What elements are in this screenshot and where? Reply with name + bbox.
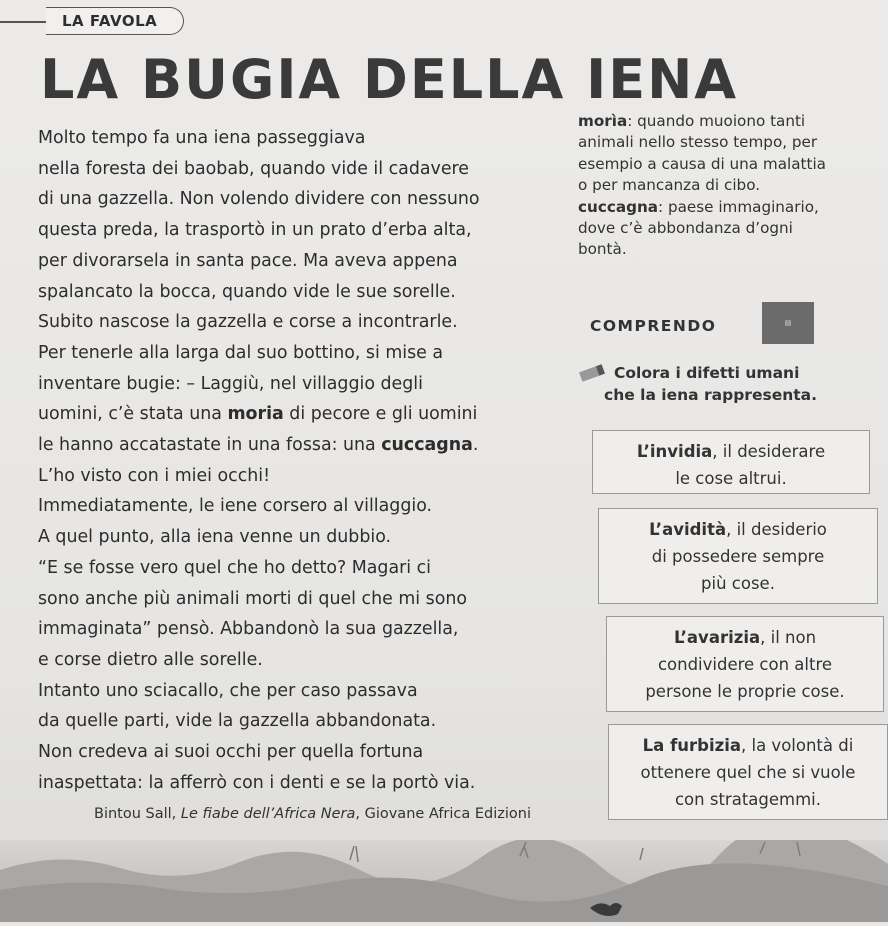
option-avidita[interactable]: L’avidità, il desiderio di possedere sempre più cose. xyxy=(598,508,878,604)
tag-rule xyxy=(0,21,46,23)
story-line: Molto tempo fa una iena passeggiava xyxy=(38,128,366,148)
option-invidia[interactable]: L’invidia, il desiderare le cose altrui. xyxy=(592,430,870,494)
savanna-illustration xyxy=(0,840,888,922)
story-line: Non credeva ai suoi occhi per quella fortuna xyxy=(38,742,424,763)
story-line: nella foresta dei baobab, quando vide il cadavere xyxy=(38,158,469,179)
pencil-icon xyxy=(579,364,605,382)
story-line: “E se fosse vero quel che ho detto? Magari ci xyxy=(38,557,432,578)
comprendo-heading: COMPRENDO xyxy=(590,317,717,335)
section-tag: LA FAVOLA xyxy=(46,7,184,35)
option-furbizia[interactable]: La furbizia, la volontà di ottenere quel che si vuole con stratagemmi. xyxy=(608,724,888,820)
story-line: A quel punto, alla iena venne un dubbio. xyxy=(38,527,392,548)
story-line: inventare bugie: – Laggiù, nel villaggio degli xyxy=(38,373,423,394)
story-line: spalancato la bocca, quando vide le sue sorelle. xyxy=(38,281,456,302)
page-title: LA BUGIA DELLA IENA xyxy=(40,48,739,111)
book-title: Le fiabe dell’Africa Nera xyxy=(180,806,356,822)
grass-icon xyxy=(0,840,888,922)
glossary-line: bontà. xyxy=(578,240,627,259)
story-line: L’ho visto con i miei occhi! xyxy=(38,465,271,486)
glossary-line: o per mancanza di cibo. xyxy=(578,176,761,195)
story-line: immaginata” pensò. Abbandonò la sua gazzella, xyxy=(38,619,459,640)
source-citation: Bintou Sall, Le fiabe dell’Africa Nera, Giovane Africa Edizioni xyxy=(94,806,532,822)
story-line: e corse dietro alle sorelle. xyxy=(38,649,263,670)
story-line: di una gazzella. Non volendo dividere con nessuno xyxy=(38,189,480,210)
option-avarizia[interactable]: L’avarizia, il non condividere con altre persone le proprie cose. xyxy=(606,616,884,712)
story-line: per divorarsela in santa pace. Ma aveva appena xyxy=(38,250,458,271)
glossary-line: cuccagna: paese immaginario, xyxy=(578,197,819,216)
glossary xyxy=(578,111,878,261)
glossary-line: morìa: quando muoiono tanti xyxy=(578,112,806,130)
story-text xyxy=(38,123,568,798)
book-badge-icon: ▤ xyxy=(762,302,814,344)
story-line: uomini, c’è stata una moria di pecore e gli uomini xyxy=(38,404,478,425)
story-line: Immediatamente, le iene corsero al villaggio. xyxy=(38,496,433,517)
story-line: sono anche più animali morti di quel che mi sono xyxy=(38,588,468,609)
story-line: inaspettata: la afferrò con i denti e se la portò via. xyxy=(38,772,476,793)
glossary-line: animali nello stesso tempo, per xyxy=(578,133,818,152)
story-line: Intanto uno sciacallo, che per caso passava xyxy=(38,680,418,701)
exercise-instruction: Colora i difetti umani che la iena rappresenta. xyxy=(580,362,817,406)
story-line: le hanno accatastate in una fossa: una cuccagna. xyxy=(38,435,479,456)
story-line: Per tenerle alla larga dal suo bottino, si mise a xyxy=(38,342,444,363)
glossary-line: esempio a causa di una malattia xyxy=(578,154,826,173)
keyword-moria: moria xyxy=(227,404,284,425)
keyword-cuccagna: cuccagna xyxy=(381,435,473,456)
story-line: da quelle parti, vide la gazzella abbandonata. xyxy=(38,711,437,732)
story-line: questa preda, la trasportò in un prato d’erba alta, xyxy=(38,220,472,241)
glossary-line: dove c’è abbondanza d’ogni xyxy=(578,219,793,238)
story-line: Subito nascose la gazzella e corse a incontrarle. xyxy=(38,312,458,333)
